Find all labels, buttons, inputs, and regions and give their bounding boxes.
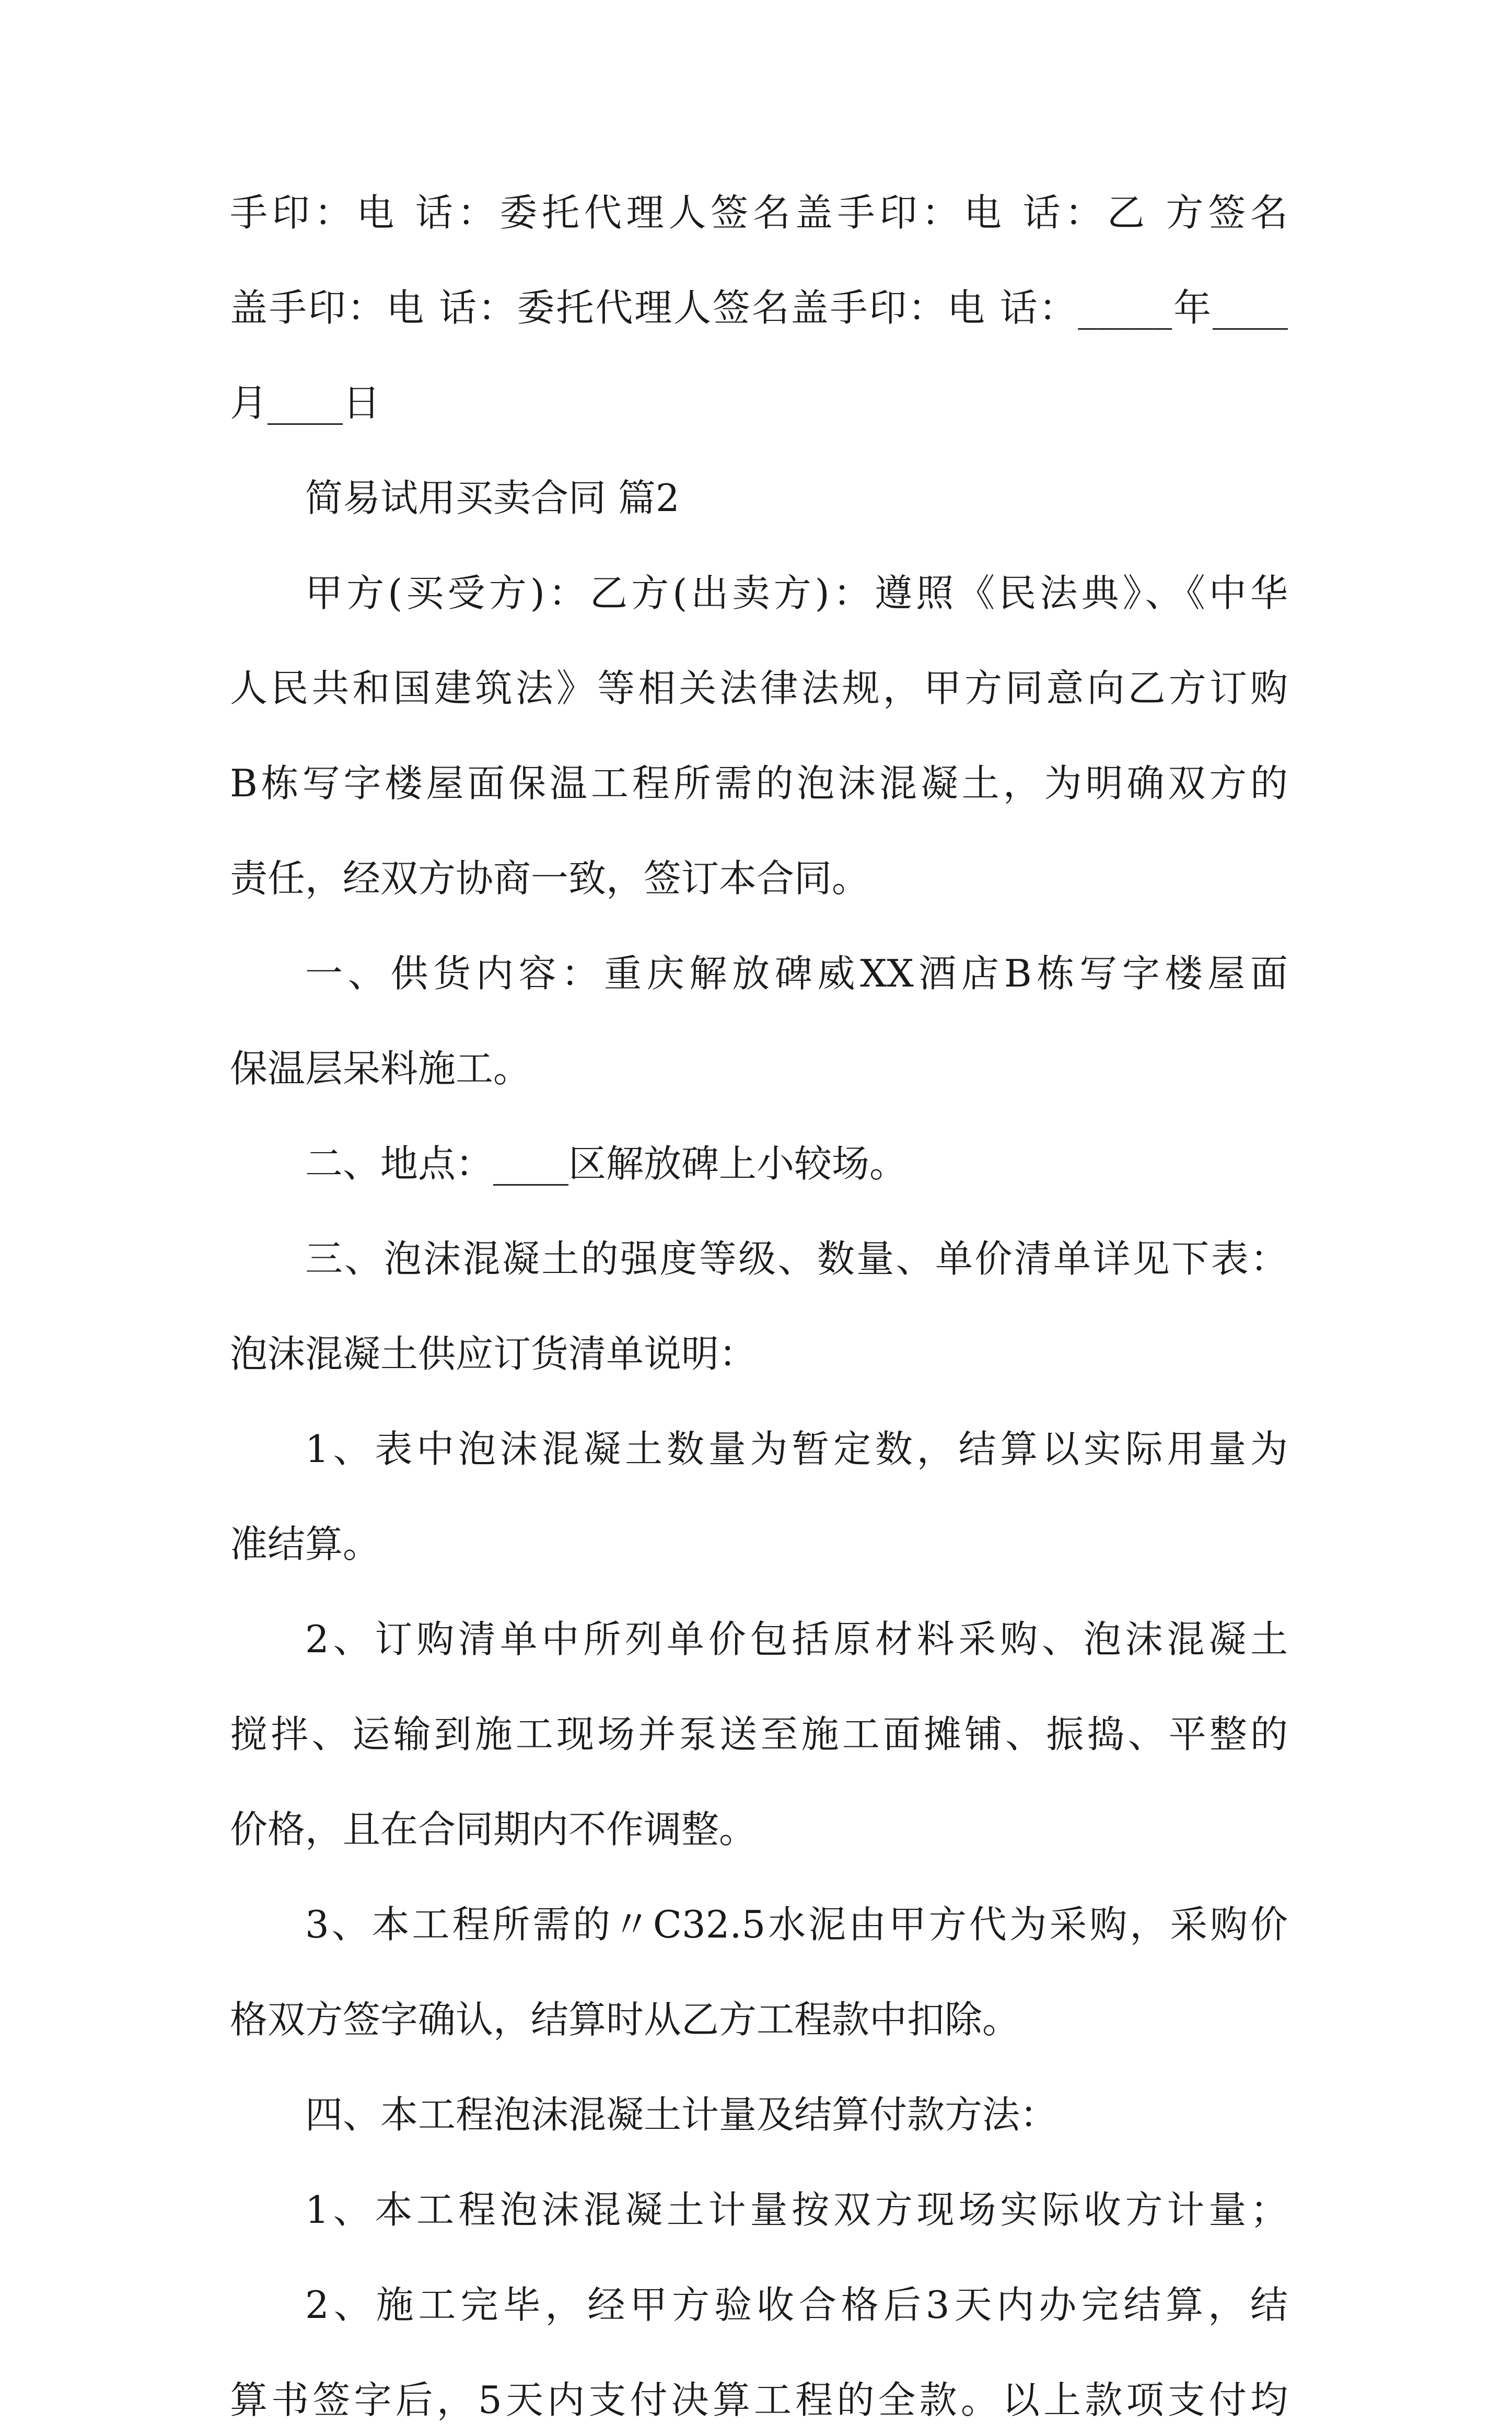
paragraph-line: 三、泡沫混凝土的强度等级、数量、单价清单详见下表： — [305, 1237, 1288, 1281]
paragraph-line: 2、施工完毕，经甲方验收合格后3天内办完结算，结 — [305, 2283, 1288, 2327]
paragraph-line: 泡沫混凝土供应订货清单说明： — [230, 1332, 757, 1376]
paragraph-line: 搅拌、运输到施工现场并泵送至施工面摊铺、振捣、平整的 — [230, 1712, 1288, 1756]
signature-line-1: 手印：电 话：委托代理人签名盖手印：电 话：乙 方签名 — [230, 191, 1288, 235]
date-line: 月____日 — [230, 381, 381, 425]
paragraph-line: 格双方签字确认，结算时从乙方工程款中扣除。 — [230, 1998, 1020, 2042]
paragraph-line: 1、表中泡沫混凝土数量为暂定数，结算以实际用量为 — [305, 1427, 1288, 1471]
paragraph-line: 2、订购清单中所列单价包括原材料采购、泡沫混凝土 — [305, 1617, 1288, 1661]
paragraph-line: 责任，经双方协商一致，签订本合同。 — [230, 856, 870, 900]
paragraph-line: 甲方(买受方)：乙方(出卖方)：遵照《民法典》、《中华 — [305, 571, 1288, 615]
document-body — [230, 189, 1288, 2424]
paragraph-line: 一、供货内容：重庆解放碑威XX酒店B栋写字楼屋面 — [305, 952, 1288, 995]
paragraph-line: 四、本工程泡沫混凝土计量及结算付款方法： — [305, 2093, 1058, 2137]
signature-line-2: 盖手印：电 话：委托代理人签名盖手印：电 话：_____年____ — [230, 286, 1288, 330]
section-title: 简易试用买卖合同 篇2 — [305, 476, 680, 520]
paragraph-line: 准结算。 — [230, 1522, 381, 1566]
paragraph-line: B栋写字楼屋面保温工程所需的泡沫混凝土，为明确双方的 — [230, 761, 1288, 805]
paragraph-line: 二、地点：____区解放碑上小较场。 — [305, 1142, 908, 1186]
paragraph-line: 算书签字后，5天内支付决算工程的全款。以上款项支付均 — [230, 2378, 1288, 2422]
paragraph-line: 3、本工程所需的〃C32.5水泥由甲方代为采购，采购价 — [305, 1903, 1288, 1946]
paragraph-line: 保温层呆料施工。 — [230, 1047, 531, 1091]
paragraph-line: 1、本工程泡沫混凝土计量按双方现场实际收方计量； — [305, 2188, 1288, 2232]
paragraph-line: 人民共和国建筑法》等相关法律法规，甲方同意向乙方订购 — [230, 666, 1288, 710]
paragraph-line: 价格，且在合同期内不作调整。 — [230, 1807, 757, 1851]
